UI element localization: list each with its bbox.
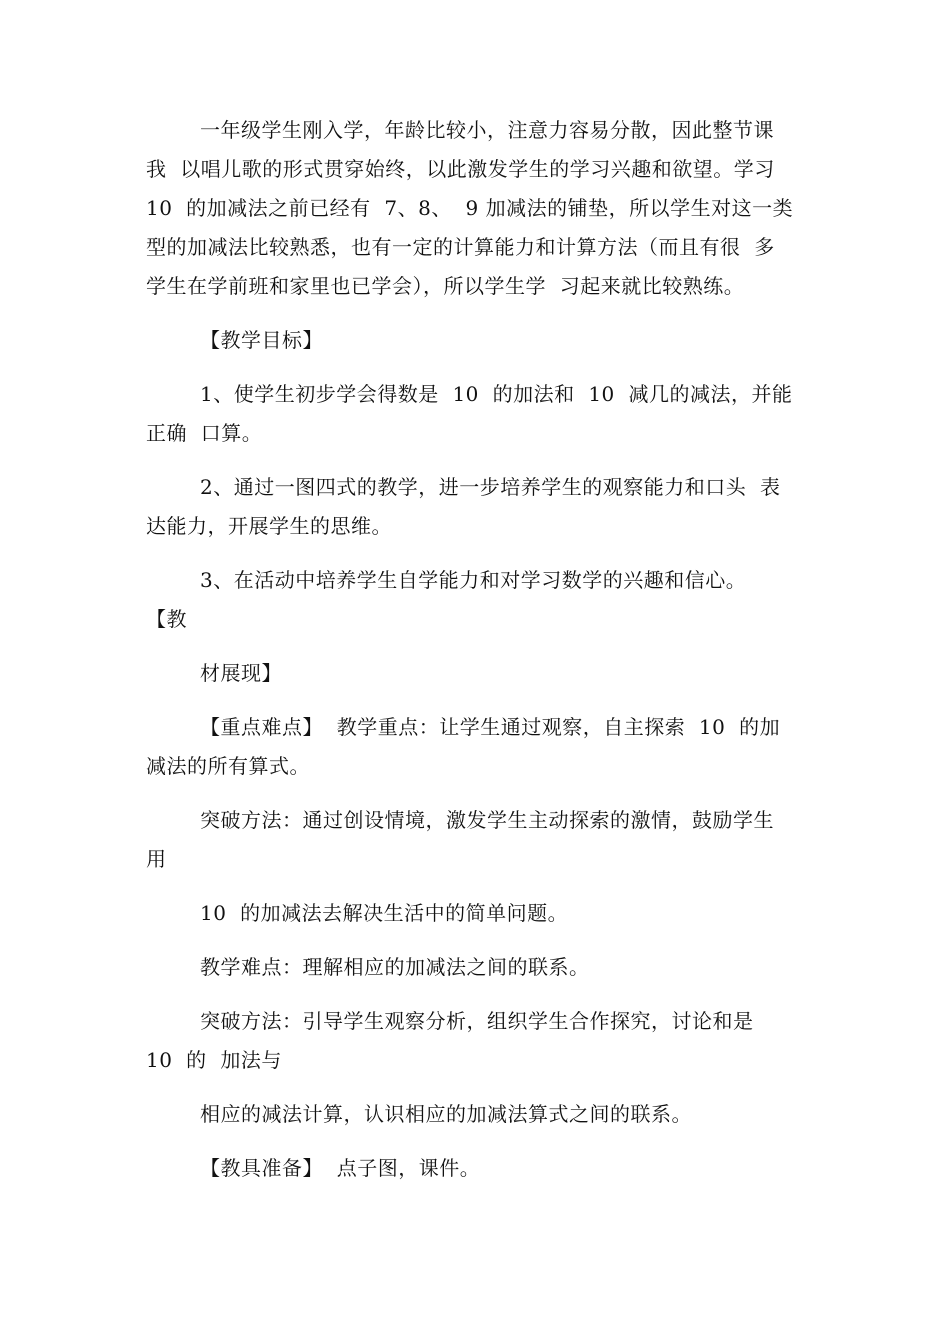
objectives-heading: 【教学目标】 [200,328,323,352]
intro-line-1: 一年级学生刚入学，年龄比较小，注意力容易分散，因此整节课 [200,118,774,142]
objective-2-line-2: 达能力，开展学生的思维。 [146,514,392,538]
method-2-continuation: 相应的减法计算，认识相应的加减法算式之间的联系。 [200,1102,692,1126]
materials-heading-part-2: 材展现】 [200,661,282,685]
objective-2-line-1: 2、通过一图四式的教学，进一步培养学生的观察能力和口头 表 [200,475,781,499]
teaching-tools: 【教具准备】 点子图，课件。 [200,1156,481,1180]
objective-1-line-1: 1、使学生初步学会得数是 10 的加法和 10 减几的减法，并能 [200,382,793,406]
method-1-continuation: 10 的加减法去解决生活中的简单问题。 [200,901,569,925]
method-2-line-1: 突破方法：引导学生观察分析，组织学生合作探究，讨论和是 [200,1009,754,1033]
intro-line-3: 10 的加减法之前已经有 7、8、 9 加减法的铺垫，所以学生对这一类 [146,196,794,220]
objective-3: 3、在活动中培养学生自学能力和对学习数学的兴趣和信心。 [200,568,747,592]
intro-line-5: 学生在学前班和家里也已学会），所以学生学 习起来就比较熟练。 [146,274,745,298]
key-points-line-1: 【重点难点】 教学重点：让学生通过观察，自主探索 10 的加 [200,715,781,739]
intro-line-4: 型的加减法比较熟悉，也有一定的计算能力和计算方法（而且有很 多 [146,235,775,259]
method-1-line-1: 突破方法：通过创设情境，激发学生主动探索的激情，鼓励学生 [200,808,774,832]
key-points-line-2: 减法的所有算式。 [146,754,310,778]
teaching-difficulty: 教学难点：理解相应的加减法之间的联系。 [200,955,590,979]
intro-line-2: 我 以唱儿歌的形式贯穿始终，以此激发学生的学习兴趣和欲望。学习 [146,157,775,181]
materials-heading-part-1: 【教 [146,607,187,631]
objective-1-line-2: 正确 口算。 [146,421,263,445]
method-2-line-2: 10 的 加法与 [146,1048,282,1072]
method-1-line-2: 用 [146,847,167,871]
